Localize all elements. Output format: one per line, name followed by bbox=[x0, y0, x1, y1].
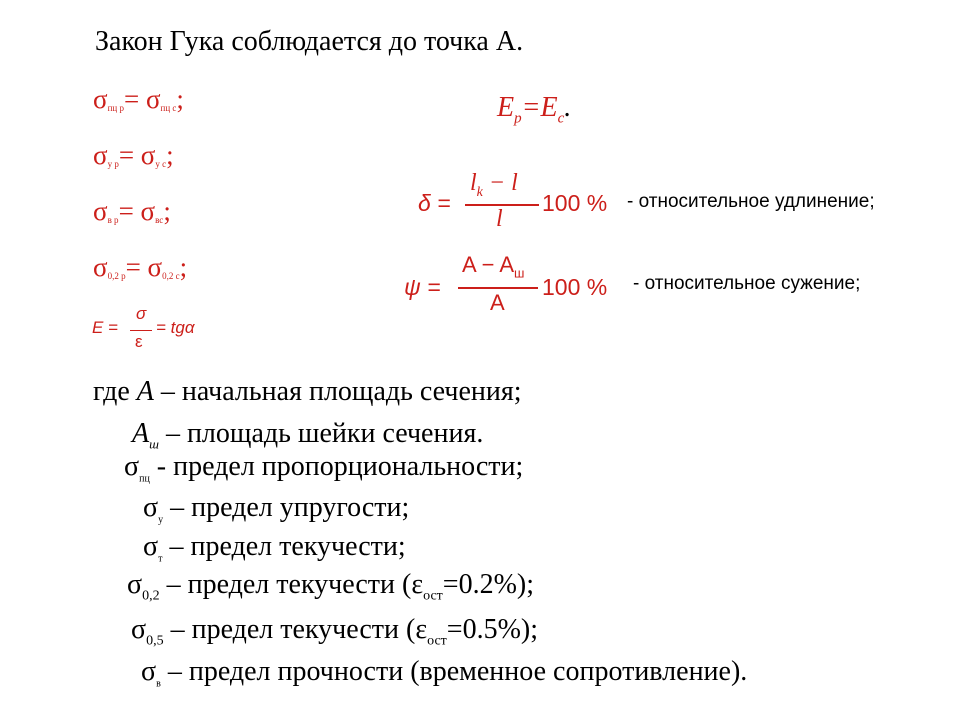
contraction-numerator bbox=[462, 252, 524, 280]
numerator-rest: − l bbox=[488, 170, 518, 196]
equals-sign: = bbox=[118, 196, 141, 226]
definition-sub: 0,2 bbox=[142, 588, 160, 604]
sigma-symbol: σ bbox=[145, 84, 161, 114]
epsilon-sub: ост bbox=[427, 633, 447, 649]
contraction-formula bbox=[404, 250, 619, 320]
sigma-symbol: σ bbox=[93, 84, 108, 114]
equality-elasticity bbox=[93, 140, 174, 171]
definition-tail: =0.2%); bbox=[442, 569, 534, 600]
sigma-symbol: σ bbox=[93, 140, 108, 170]
modulus-symbol: E bbox=[540, 92, 558, 123]
definition-text: – предел текучести (ε bbox=[159, 569, 424, 600]
neck-area-symbol: А bbox=[132, 418, 150, 449]
elongation-numerator bbox=[470, 170, 518, 201]
semicolon: ; bbox=[176, 84, 184, 114]
equality-lhs-sub: пц р bbox=[107, 103, 124, 113]
definition-proportionality bbox=[124, 451, 523, 485]
equality-yield bbox=[93, 252, 187, 283]
equality-rhs-sub: 0,2 с bbox=[162, 271, 180, 281]
numerator-l: l bbox=[470, 170, 477, 196]
sigma-symbol: σ bbox=[93, 196, 108, 226]
numerator-sub-sh: ш bbox=[514, 265, 525, 281]
fraction-bar bbox=[458, 287, 538, 289]
elongation-denominator: l bbox=[496, 206, 503, 232]
equals-sign: = bbox=[521, 92, 541, 123]
contraction-denominator: A bbox=[490, 290, 505, 315]
modulus-sub-c: c bbox=[557, 110, 565, 127]
definition-sub: в bbox=[156, 678, 161, 690]
semicolon: ; bbox=[179, 252, 188, 282]
definition-sub: 0,5 bbox=[146, 633, 164, 649]
equals-sign: = bbox=[118, 140, 141, 170]
fraction-bar bbox=[130, 330, 152, 331]
contraction-description: - относительное сужение; bbox=[633, 273, 861, 294]
equality-lhs-sub: 0,2 р bbox=[107, 271, 126, 281]
definition-strength bbox=[141, 656, 747, 690]
sigma-symbol: σ bbox=[141, 656, 157, 687]
elongation-description: - относительное удлинение; bbox=[627, 191, 875, 212]
neck-area-sub: ш bbox=[149, 436, 159, 452]
numerator-sub-k: k bbox=[476, 184, 483, 200]
definition-text: – предел текучести; bbox=[162, 531, 406, 562]
semicolon: ; bbox=[163, 196, 171, 226]
sigma-symbol: σ bbox=[140, 140, 156, 170]
hooke-formula bbox=[92, 304, 232, 360]
definition-yield-05 bbox=[131, 614, 538, 650]
modulus-sub-p: p bbox=[514, 110, 522, 127]
definition-sub: у bbox=[158, 514, 164, 526]
where-neck-area-line bbox=[132, 418, 483, 453]
equality-lhs-sub: в р bbox=[107, 215, 119, 225]
slide-title: Закон Гука соблюдается до точка А. bbox=[95, 26, 524, 57]
definition-text: – предел упругости; bbox=[163, 492, 410, 523]
epsilon-sub: ост bbox=[423, 588, 443, 604]
elongation-formula bbox=[418, 168, 618, 238]
contraction-percent: 100 % bbox=[542, 274, 608, 300]
sigma-symbol: σ bbox=[147, 252, 163, 282]
sigma-symbol: σ bbox=[143, 492, 159, 523]
area-symbol: А bbox=[136, 376, 154, 407]
sigma-symbol: σ bbox=[93, 252, 108, 282]
definition-sub: пц bbox=[139, 473, 150, 485]
definition-elasticity bbox=[143, 492, 409, 526]
equality-proportionality bbox=[93, 84, 184, 115]
elongation-percent: 100 % bbox=[542, 190, 608, 216]
sigma-symbol: σ bbox=[124, 451, 140, 482]
equals-sign: = bbox=[123, 84, 146, 114]
definition-sub: т bbox=[158, 553, 163, 565]
hooke-numerator: σ bbox=[136, 304, 147, 323]
where-area-line bbox=[93, 376, 522, 408]
numerator-a: A − A bbox=[462, 252, 514, 277]
sigma-symbol: σ bbox=[127, 569, 143, 600]
definition-yield bbox=[143, 531, 406, 565]
where-prefix: где bbox=[93, 376, 137, 407]
elongation-lhs: δ = bbox=[418, 190, 451, 216]
equality-rhs-sub: пц с bbox=[160, 103, 177, 113]
area-description: – начальная площадь сечения; bbox=[153, 376, 522, 407]
equality-lhs-sub: у р bbox=[107, 159, 119, 169]
equality-rhs-sub: у с bbox=[155, 159, 167, 169]
sigma-symbol: σ bbox=[140, 196, 156, 226]
hooke-rhs: = tgα bbox=[156, 318, 195, 337]
sigma-symbol: σ bbox=[131, 614, 147, 645]
equality-strength bbox=[93, 196, 171, 227]
definition-yield-02 bbox=[127, 569, 534, 605]
definition-text: – предел текучести (ε bbox=[163, 614, 428, 645]
definition-tail: =0.5%); bbox=[446, 614, 538, 645]
hooke-denominator: ε bbox=[135, 332, 143, 351]
neck-area-description: – площадь шейки сечения. bbox=[158, 418, 484, 449]
equality-rhs-sub: вс bbox=[155, 215, 164, 225]
modulus-symbol: E bbox=[497, 92, 515, 123]
semicolon: ; bbox=[166, 140, 174, 170]
equals-sign: = bbox=[125, 252, 148, 282]
period: . bbox=[564, 92, 572, 123]
sigma-symbol: σ bbox=[143, 531, 159, 562]
contraction-lhs: ψ = bbox=[404, 274, 441, 300]
hooke-lhs: E = bbox=[92, 318, 118, 337]
definition-text: - предел пропорциональности; bbox=[149, 451, 524, 482]
definition-text: – предел прочности (временное сопротивление). bbox=[160, 656, 748, 687]
modulus-equality bbox=[497, 92, 571, 128]
